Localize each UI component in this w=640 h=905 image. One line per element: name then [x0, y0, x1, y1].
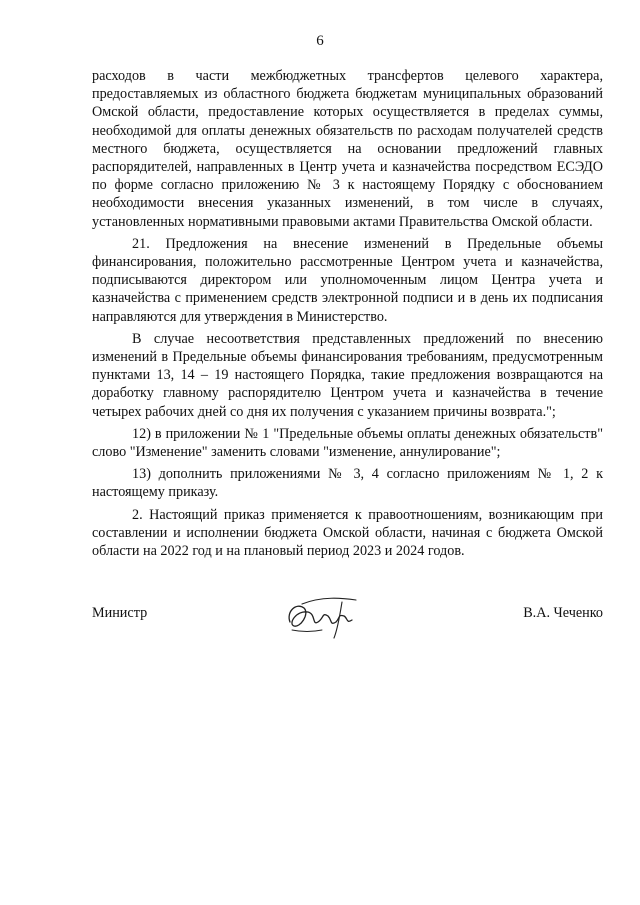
- signature-block: [92, 598, 603, 648]
- paragraph-item-21: 21. Предложения на внесение изменений в Предельные объемы финансирования, положительно рассмотренные Центром учета и казначейства, подписываются директором или уполномоченным лицом Центра учета и казначейства с применением средств электронной подписи и в день их подписания направляются для утверждения в Министерство.: [92, 235, 603, 325]
- signer-title: Министр: [92, 605, 148, 621]
- paragraph-continuation: расходов в части межбюджетных трансфертов целевого характера, предоставляемых из областного бюджета бюджетам муниципальных образований Омской области, предоставление которых осуществляется в пределах суммы, необходимой для оплаты денежных обязательств по расходам получателей средств местного бюджета, осуществляется на основании предложений главных распорядителей, направленных в Центр учета и казначейства посредством ЕСЭДО по форме согласно приложению № 3 к настоящему Порядку с обоснованием необходимости внесения указанных изменений, в том числе в случаях, установленных нормативными правовыми актами Правительства Омской области.: [92, 68, 603, 230]
- page-number: 6: [316, 33, 324, 49]
- paragraph-mismatch-case: В случае несоответствия представленных предложений по внесению изменений в Предельные объемы финансирования требованиям, предусмотренным пунктами 13, 14 – 19 настоящего Порядка, такие предложения возвращаются на доработку главному распорядителю Центром учета и казначейства в течение четырех рабочих дней со дня их получения с указанием причины возврата.";: [92, 330, 603, 420]
- paragraph-item-2: 2. Настоящий приказ применяется к правоотношениям, возникающим при составлении и исполнении бюджета Омской области, начиная с бюджета Омской области на 2022 год и на плановый период 2023 и 2024 годов.: [92, 506, 603, 560]
- signer-name: В.А. Чеченко: [523, 605, 603, 621]
- paragraph-item-12: 12) в приложении № 1 "Предельные объемы оплаты денежных обязательств" слово "Изменение" заменить словами "изменение, аннулирование";: [92, 425, 603, 461]
- document-body: [92, 67, 603, 564]
- paragraph-item-13: 13) дополнить приложениями № 3, 4 согласно приложениям № 1, 2 к настоящему приказу.: [92, 466, 603, 501]
- handwritten-signature: [282, 592, 362, 642]
